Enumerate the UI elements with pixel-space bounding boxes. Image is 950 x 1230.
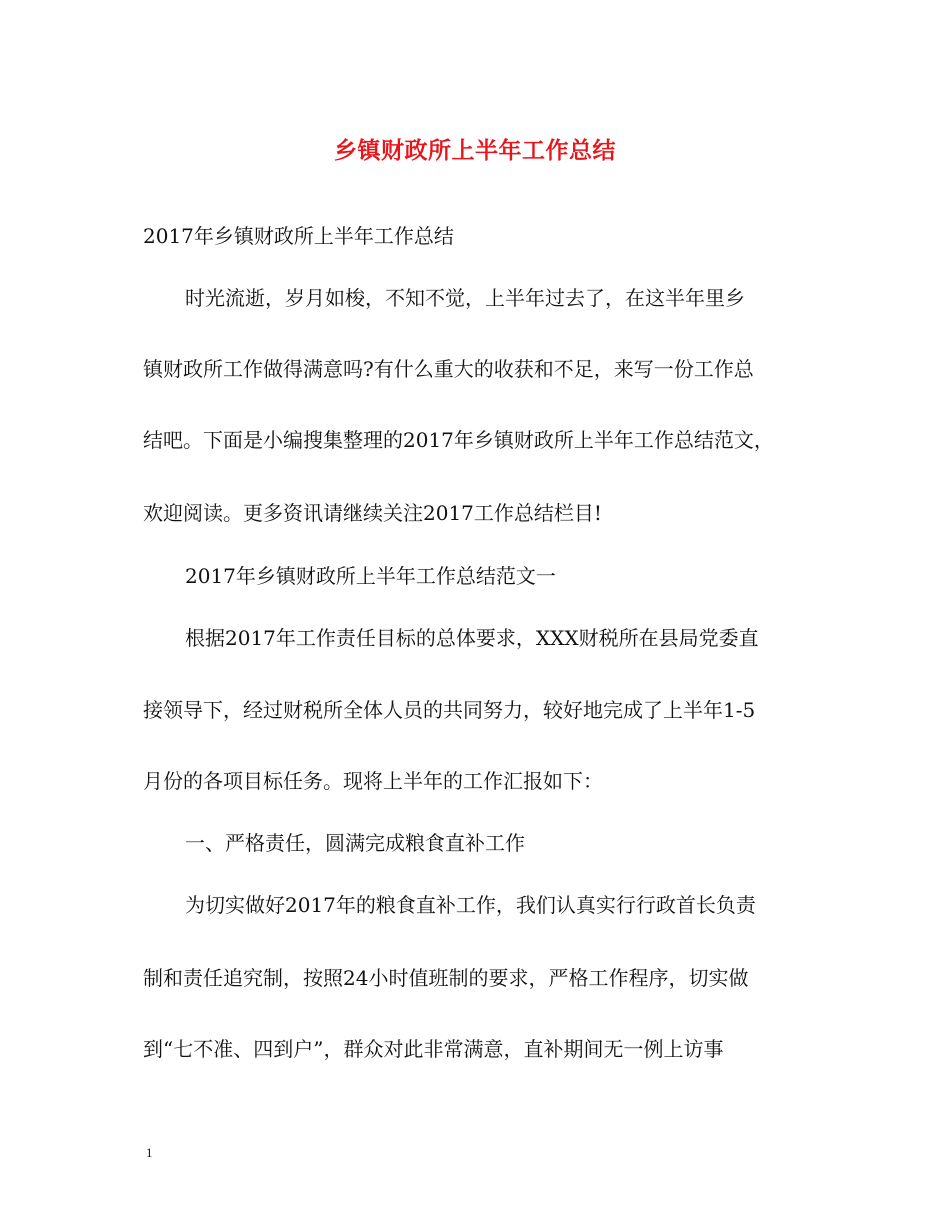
paragraph-line: 月份的各项目标任务。现将上半年的工作汇报如下： [143, 769, 603, 793]
paragraph-line: 接领导下，经过财税所全体人员的共同努力，较好地完成了上半年1-5 [143, 698, 756, 722]
paragraph-line: 制和责任追究制，按照24小时值班制的要求，严格工作程序，切实做 [143, 966, 749, 990]
section-heading: 2017年乡镇财政所上半年工作总结范文一 [185, 564, 556, 588]
paragraph-line: 结吧。下面是小编搜集整理的2017年乡镇财政所上半年工作总结范文， [143, 428, 774, 452]
paragraph-line: 为切实做好2017年的粮食直补工作，我们认真实行行政首长负责 [185, 893, 756, 917]
section-heading: 一、严格责任，圆满完成粮食直补工作 [185, 831, 525, 855]
paragraph-line: 时光流逝，岁月如梭，不知不觉，上半年过去了，在这半年里乡 [185, 286, 745, 310]
document-title: 乡镇财政所上半年工作总结 [334, 137, 616, 164]
paragraph-line: 根据2017年工作责任目标的总体要求，XXX财税所在县局党委直 [185, 626, 759, 650]
paragraph-line: 到“七不准、四到户”，群众对此非常满意，直补期间无一例上访事 [143, 1037, 724, 1061]
subtitle-line: 2017年乡镇财政所上半年工作总结 [143, 224, 454, 248]
paragraph-line: 欢迎阅读。更多资讯请继续关注2017工作总结栏目! [143, 501, 602, 525]
page-number: 1 [146, 1145, 153, 1160]
paragraph-line: 镇财政所工作做得满意吗?有什么重大的收获和不足，来写一份工作总 [143, 357, 754, 381]
